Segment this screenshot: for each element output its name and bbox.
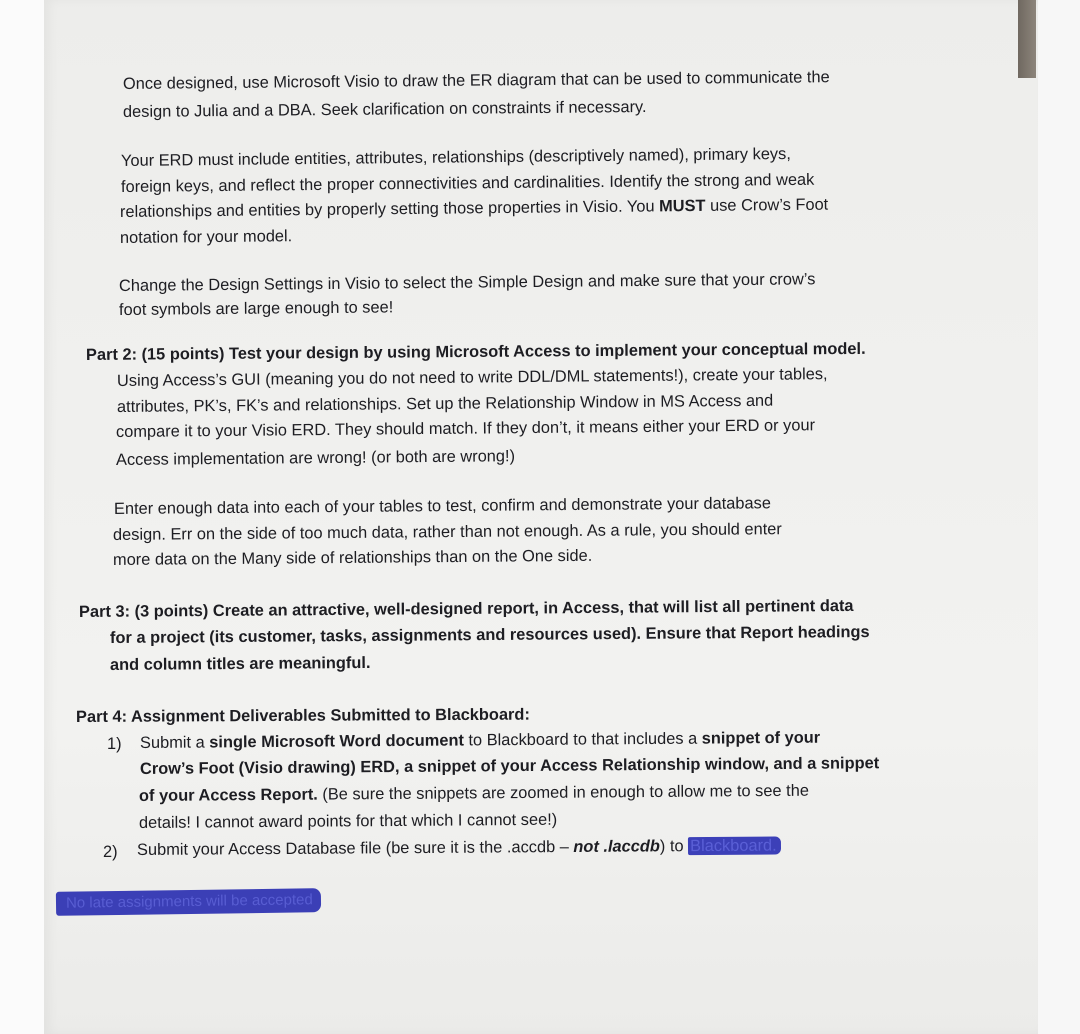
intro-p1-line1: Once designed, use Microsoft Visio to draw the ER diagram that can be used to communicate the bbox=[122, 68, 830, 93]
page-right-margin bbox=[1038, 0, 1080, 1034]
part2-data-line1: Enter enough data into each of your tables to test, confirm and demonstrate your database bbox=[113, 494, 772, 518]
part3-label: Part 3: bbox=[78, 602, 131, 621]
intro-p2-line2: foreign keys, and reflect the proper connectivities and cardinalities. Identify the strong and weak bbox=[120, 170, 815, 196]
part2-body-line1: Using Access’s GUI (meaning you do not need to write DDL/DML statements!), create your tables, bbox=[116, 365, 828, 390]
item2-not-laccdb: not .laccdb bbox=[573, 837, 660, 856]
item2-line bbox=[137, 835, 781, 861]
part2-body-line3: compare it to your Visio ERD. They should match. If they don’t, it means either your ERD or your bbox=[115, 416, 816, 441]
part2-data-line2: design. Err on the side of too much data, rather than not enough. As a rule, you should enter bbox=[112, 520, 782, 544]
item2-c: ) to bbox=[659, 837, 689, 856]
item1-line4: details! I cannot award points for that which I cannot see!) bbox=[138, 810, 558, 832]
page-left-margin bbox=[0, 0, 44, 1034]
item1-number: 1) bbox=[107, 735, 122, 753]
item1-l1b: single Microsoft Word document bbox=[209, 731, 464, 752]
item1-line2: Crow’s Foot (Visio drawing) ERD, a snippet of your Access Relationship window, and a snippet bbox=[139, 754, 880, 778]
part2-data-line3: more data on the Many side of relationships than on the One side. bbox=[112, 546, 593, 569]
item2-number: 2) bbox=[103, 843, 118, 861]
part2-body-line4: Access implementation are wrong! (or both are wrong!) bbox=[115, 447, 516, 469]
intro-p2-line1: Your ERD must include entities, attributes, relationships (descriptively named), primary keys, bbox=[120, 144, 791, 170]
item1-l1d: snippet of your bbox=[701, 728, 821, 748]
part4-heading: Part 4: Assignment Deliverables Submitted to Blackboard: bbox=[75, 705, 530, 726]
part2-body-line2: attributes, PK’s, FK’s and relationships. Set up the Relationship Window in MS Access and bbox=[116, 391, 774, 416]
intro-p1-line2: design to Julia and a DBA. Seek clarification on constraints if necessary. bbox=[122, 97, 647, 121]
part3-line3: and column titles are meaningful. bbox=[109, 653, 371, 674]
item2-a: Submit your Access Database file (be sure it is the .accdb – bbox=[136, 837, 574, 859]
part3-line1-text: (3 points) Create an attractive, well-designed report, in Access, that will list all pertinent data bbox=[129, 596, 854, 621]
intro-p2-line3-text: relationships and entities by properly setting those properties in Visio. You bbox=[119, 197, 660, 221]
binder-edge bbox=[1018, 0, 1036, 78]
part2-heading: Part 2: (15 points) Test your design by using Microsoft Access to implement your conceptual model. bbox=[85, 339, 866, 364]
item1-l1a: Submit a bbox=[139, 733, 210, 752]
intro-p2-line3-end: use Crow’s Foot bbox=[705, 195, 829, 215]
part3-line2: for a project (its customer, tasks, assignments and resources used). Ensure that Report headings bbox=[109, 623, 870, 647]
item1-l3b: (Be sure the snippets are zoomed in enough to allow me to see the bbox=[317, 781, 809, 804]
blackboard-highlight: Blackboard. bbox=[688, 837, 781, 856]
intro-p3-line2: foot symbols are large enough to see! bbox=[118, 298, 394, 319]
intro-p2-line4: notation for your model. bbox=[119, 227, 293, 247]
must-emphasis: MUST bbox=[658, 196, 706, 216]
item1-l3a: of your Access Report. bbox=[138, 785, 318, 805]
item1-l1c: to Blackboard to that includes a bbox=[463, 729, 702, 750]
late-assignments-highlight: No late assignments will be accepted bbox=[56, 888, 321, 916]
intro-p3-line1: Change the Design Settings in Visio to select the Simple Design and make sure that your crow’s bbox=[118, 270, 816, 295]
